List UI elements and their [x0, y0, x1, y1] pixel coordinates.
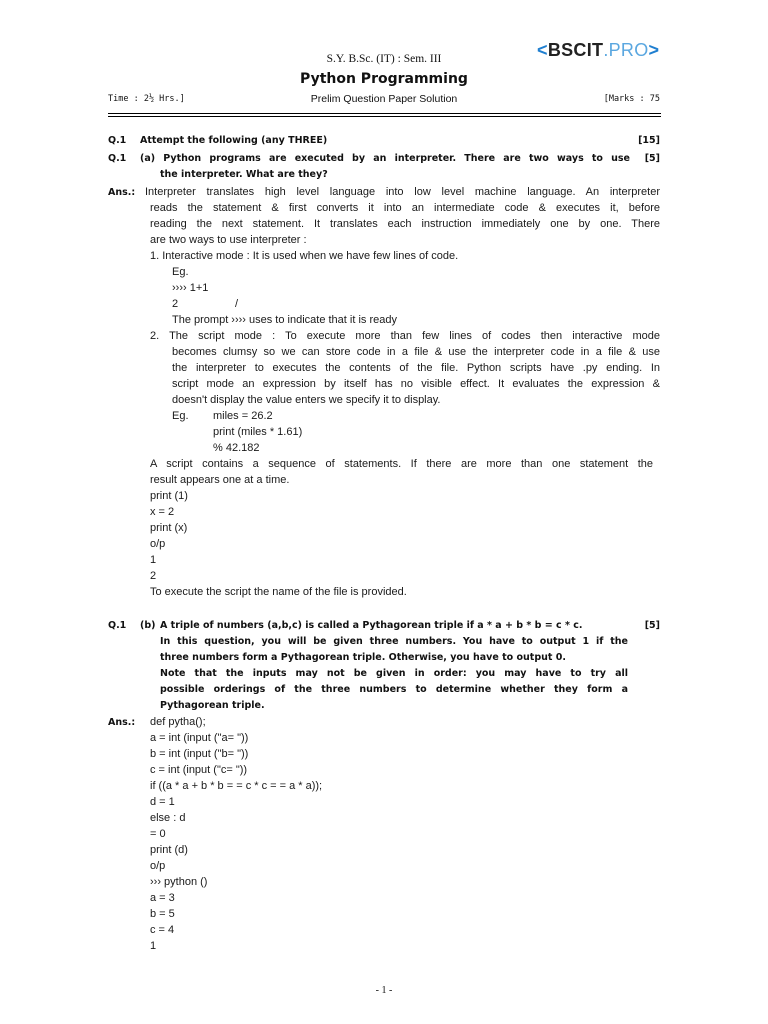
q1a-marks: [5] — [644, 153, 660, 164]
code-line: 1 — [150, 940, 157, 952]
answer-line: 2. The script mode : To execute more than few lines of codes then interactive mode — [150, 330, 660, 342]
code-line: a = int (input ("a= ")) — [150, 732, 249, 744]
q1-marks: [15] — [638, 135, 660, 146]
code-line: def pytha(); — [150, 716, 206, 728]
code-line: print (x) — [150, 522, 188, 534]
code-line: c = 4 — [150, 924, 175, 936]
code-line: print (miles * 1.61) — [213, 426, 303, 438]
q1a-question-line: the interpreter. What are they? — [160, 169, 328, 180]
code-line: d = 1 — [150, 796, 175, 808]
code-line: a = 3 — [150, 892, 175, 904]
code-line: 1 — [150, 554, 157, 566]
time-label: Time : 2½ Hrs.] — [108, 94, 185, 104]
answer-line: reads the statement & first converts it into an intermediate code & executes it, before — [150, 202, 660, 214]
q1a-question-line: (a) Python programs are executed by an interpreter. There are two ways to use — [140, 153, 630, 164]
answer-line: the interpreter to executes the contents of the file. Python scripts have .py ending. In — [172, 362, 660, 374]
q1a-label: Q.1 — [108, 153, 127, 164]
code-line: ››› python () — [150, 876, 208, 888]
answer-line: doesn't display the value enters we specify it to display. — [172, 394, 441, 406]
code-line: else : d — [150, 812, 186, 824]
q1b-question-line: In this question, you will be given three numbers. You have to output 1 if the — [160, 636, 628, 647]
answer-line: To execute the script the name of the file is provided. — [150, 586, 407, 598]
q1b-marks: [5] — [644, 620, 660, 631]
q1b-label: Q.1 — [108, 620, 127, 631]
q1b-question-line: Pythagorean triple. — [160, 700, 265, 711]
code-line: c = int (input ("c= ")) — [150, 764, 248, 776]
q1b-part: (b) — [140, 620, 156, 631]
code-line: o/p — [150, 860, 166, 872]
answer-line: Eg. — [172, 410, 189, 422]
course-line: S.Y. B.Sc. (IT) : Sem. III — [326, 53, 442, 65]
answer-line: 1. Interactive mode : It is used when we have few lines of code. — [150, 250, 459, 262]
answer-line: becomes clumsy so we can store code in a file & use the interpreter code in a file & use — [172, 346, 660, 358]
code-line: ›››› 1+1 — [172, 282, 209, 294]
answer-line: Interpreter translates high level language into low level machine language. An interpreter — [145, 186, 660, 198]
code-line: b = int (input ("b= ")) — [150, 748, 249, 760]
paper-type: Prelim Question Paper Solution — [310, 93, 458, 105]
page-number: - 1 - — [375, 985, 393, 996]
code-line: print (1) — [150, 490, 188, 502]
answer-line: Eg. — [172, 266, 189, 278]
code-line: miles = 26.2 — [213, 410, 273, 422]
answer-line: The prompt ›››› uses to indicate that it is ready — [172, 314, 397, 326]
code-line: = 0 — [150, 828, 166, 840]
code-line: 2 — [150, 570, 157, 582]
header-rule-double — [108, 116, 661, 117]
code-line: x = 2 — [150, 506, 175, 518]
answer-line: result appears one at a time. — [150, 474, 290, 486]
answer-line: script mode an expression by itself has no visible effect. It evaluates the expression & — [172, 378, 660, 390]
code-line: 2 — [172, 298, 179, 310]
code-line: b = 5 — [150, 908, 175, 920]
q1b-question-line: three numbers form a Pythagorean triple. Otherwise, you have to output 0. — [160, 652, 566, 663]
answer-label: Ans.: — [108, 717, 136, 728]
q1-instruction: Attempt the following (any THREE) — [140, 135, 328, 146]
code-line: if ((a * a + b * b = = c * c = = a * a)); — [150, 780, 323, 792]
code-line: o/p — [150, 538, 166, 550]
q1b-question-line: A triple of numbers (a,b,c) is called a Pythagorean triple if a * a + b * b = c * c. — [160, 620, 583, 631]
q1b-question-line: possible orderings of the three numbers to determine whether they form a — [160, 684, 628, 695]
subject-title: Python Programming — [300, 71, 468, 87]
code-line: print (d) — [150, 844, 188, 856]
bscit-logo: <BSCIT.PRO> — [537, 40, 660, 60]
answer-line: reading the next statement. It translates each instruction immediately one by one. There — [150, 218, 660, 230]
code-line: % 42.182 — [213, 442, 260, 454]
code-line: / — [235, 298, 239, 310]
q1-label: Q.1 — [108, 135, 127, 146]
answer-line: are two ways to use interpreter : — [150, 234, 307, 246]
answer-label: Ans.: — [108, 187, 136, 198]
header-rule — [108, 113, 661, 114]
answer-line: A script contains a sequence of statements. If there are more than one statement the — [150, 458, 653, 470]
marks-label: [Marks : 75 — [603, 94, 660, 104]
q1b-question-line: Note that the inputs may not be given in order: you may have to try all — [160, 668, 628, 679]
